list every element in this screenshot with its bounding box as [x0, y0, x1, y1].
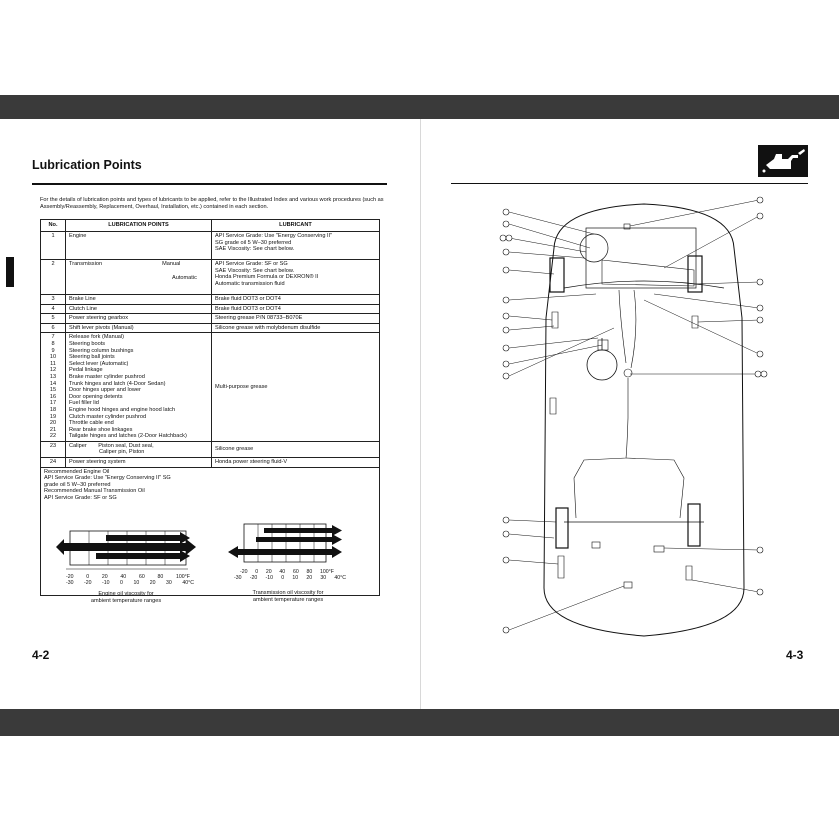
- tick-label: 40: [279, 569, 286, 575]
- tick-label: 30: [320, 575, 327, 581]
- lubricant-line: SG grade oil 5 W–30 preferred: [215, 239, 292, 246]
- page-fold: [420, 119, 421, 709]
- manual-label: Manual: [162, 261, 181, 267]
- engine-oil-line: API Service Grade: Use "Energy Conserving II" SG: [44, 475, 171, 482]
- transmission-label: Transmission: [69, 261, 103, 267]
- engine-oil-viscosity-chart: [56, 527, 196, 605]
- list-item: Engine hood hinges and engine hood latch: [69, 406, 176, 413]
- table-row: [41, 260, 380, 295]
- table-row: [41, 458, 380, 468]
- tick-label: 40: [120, 574, 127, 580]
- row-point: Brake Line: [66, 295, 212, 305]
- engine-oil-title: Recommended Engine Oil: [44, 468, 110, 475]
- row-number: 24: [41, 458, 66, 468]
- tick-label: 0: [281, 575, 285, 581]
- tick-label: 20: [265, 569, 272, 575]
- lubricant-line: Honda Premium Formula or DEXRON® II: [215, 274, 319, 281]
- engine-viscosity-graphic: [56, 527, 196, 575]
- row-point: Clutch Line: [66, 304, 212, 314]
- automatic-label: Automatic: [172, 274, 197, 281]
- table-row: [41, 441, 380, 457]
- row-point: Engine: [66, 232, 212, 260]
- row-lubricant: [212, 232, 380, 260]
- tick-label: 20: [101, 574, 108, 580]
- tick-label: -10: [265, 575, 273, 581]
- table-row: [41, 333, 380, 442]
- row-number: 23: [41, 441, 66, 457]
- page-title: Lubrication Points: [32, 158, 142, 172]
- oil-can-icon: [758, 145, 808, 177]
- header-rule: [451, 183, 808, 184]
- list-item: Steering column bushings: [69, 347, 134, 354]
- tick-label: -30: [234, 575, 242, 581]
- row-number: 4: [41, 304, 66, 314]
- tick-label: 40°C: [334, 575, 346, 581]
- list-item: Tailgate hinges and latches (2-Door Hatchback): [69, 433, 187, 440]
- item-number: 10: [49, 354, 57, 361]
- section-tab-marker: [6, 257, 14, 287]
- tick-label: -20: [249, 575, 258, 581]
- bottom-scan-band: [0, 709, 839, 736]
- lubricant-line: SAE Viscosity: See chart below.: [215, 246, 295, 253]
- row-lubricant: Silicone grease: [212, 441, 380, 457]
- tick-label: 20: [306, 575, 313, 581]
- list-item: Brake master cylinder pushrod: [69, 373, 145, 380]
- list-item: Release fork (Manual): [69, 334, 125, 341]
- tick-label: 0: [86, 574, 90, 580]
- item-number: 9: [51, 347, 55, 354]
- row-lubricant: Multi-purpose grease: [212, 333, 380, 442]
- item-number: 11: [50, 360, 56, 367]
- list-item: Door hinges upper and lower: [69, 387, 141, 394]
- lubricant-line: API Service Grade: Use "Energy Conserving II": [215, 233, 333, 239]
- top-scan-band: [0, 95, 839, 119]
- lubricant-line: API Service Grade: SF or SG: [215, 261, 288, 267]
- item-number: 20: [49, 420, 57, 427]
- list-item: Throttle cable end: [69, 420, 114, 427]
- row-number: 3: [41, 295, 66, 305]
- lubricant-line: Automatic transmission fluid: [215, 280, 285, 287]
- tick-label: 80: [306, 569, 313, 575]
- list-item: Pedal linkage: [69, 367, 103, 374]
- tick-label: 0: [255, 569, 259, 575]
- tick-label: 60: [138, 574, 145, 580]
- trans-oil-title: Recommended Manual Transmission Oil: [44, 488, 145, 495]
- engine-c-axis: [56, 580, 196, 586]
- tick-label: -20: [66, 574, 74, 580]
- row-point: [66, 441, 212, 457]
- row-lubricant: Brake fluid DOT3 or DOT4: [212, 295, 380, 305]
- tick-label: -30: [66, 580, 74, 586]
- row-number: 2: [41, 260, 66, 295]
- item-number: 7: [51, 334, 55, 341]
- recommended-engine-oil: [44, 469, 212, 489]
- row-number: 5: [41, 314, 66, 324]
- row-number: 6: [41, 323, 66, 333]
- table-row: [41, 232, 380, 260]
- title-rule: [32, 183, 387, 185]
- table-row: [41, 295, 380, 305]
- header-no: No.: [41, 220, 66, 232]
- table-row: [41, 304, 380, 314]
- list-item: Rear brake shoe linkages: [69, 426, 133, 433]
- list-item: Clutch master cylinder pushrod: [69, 413, 147, 420]
- row-lubricant: Silicone grease with molybdenum disulfide: [212, 323, 380, 333]
- item-number: 13: [49, 373, 57, 380]
- row-point: Power steering gearbox: [66, 314, 212, 324]
- intro-paragraph: For the details of lubrication points and types of lubricants to be applied, refer to the Illustrated Index and various work procedures (such as Assembly/Reassembly, Replacement, Overhaul, Installation, etc.) contained in each section.: [40, 197, 384, 211]
- caption-line: ambient temperature ranges: [90, 598, 162, 604]
- caliper-label: Caliper: [69, 442, 87, 449]
- row-lubricant: Steering grease P/N 08733–B070E: [212, 314, 380, 324]
- tick-label: -20: [240, 569, 248, 575]
- page-number-left: 4-2: [32, 648, 50, 662]
- header-lubricant: LUBRICANT: [212, 220, 380, 232]
- transmission-oil-viscosity-chart: [228, 522, 348, 604]
- item-number: 17: [49, 400, 57, 407]
- tick-label: 0: [120, 580, 123, 586]
- list-item: Fuel filler lid: [69, 400, 99, 407]
- tick-label: -20: [84, 580, 92, 586]
- tick-label: 100°F: [176, 574, 190, 580]
- caliper-parts-line: Caliper pin, Piston: [99, 449, 145, 456]
- tick-label: 40°C: [182, 580, 194, 586]
- table-row: [41, 323, 380, 333]
- list-item: Trunk hinges and latch (4-Door Sedan): [69, 380, 166, 387]
- tick-label: -10: [102, 580, 110, 586]
- list-item: Steering boots: [69, 340, 106, 347]
- tick-label: 100°F: [320, 569, 334, 575]
- item-number: 18: [49, 406, 57, 413]
- page-number-right: 4-3: [786, 648, 804, 662]
- item-number: 8: [51, 340, 55, 347]
- trans-c-axis: [228, 575, 348, 581]
- item-number: 12: [49, 367, 57, 374]
- row-point: Power steering system: [66, 458, 212, 468]
- list-item: Door opening detents: [69, 393, 123, 400]
- caption-line: Transmission oil viscosity for: [252, 590, 324, 596]
- caption-line: Engine oil viscosity for: [98, 591, 154, 597]
- trans-oil-line: API Service Grade: SF or SG: [44, 495, 117, 502]
- lubricant-line: SAE Viscosity: See chart below.: [215, 267, 295, 274]
- header-points: LUBRICATION POINTS: [66, 220, 212, 232]
- row-lubricant: Honda power steering fluid-V: [212, 458, 380, 468]
- item-number: 16: [49, 393, 57, 400]
- tick-label: 10: [133, 580, 140, 586]
- trans-chart-caption: [228, 590, 348, 604]
- row-number-list: [41, 333, 66, 442]
- row-lubricant: [212, 260, 380, 295]
- table-header-row: [41, 220, 380, 232]
- tick-label: 30: [166, 580, 172, 586]
- item-number: 14: [49, 380, 57, 387]
- tick-label: 20: [149, 580, 156, 586]
- row-point: Shift lever pivots (Manual): [66, 323, 212, 333]
- table-row: [41, 314, 380, 324]
- item-number: 19: [49, 413, 57, 420]
- list-item: Select lever (Automatic): [69, 360, 129, 367]
- row-number: 1: [41, 232, 66, 260]
- row-lubricant: Brake fluid DOT3 or DOT4: [212, 304, 380, 314]
- list-item: Steering ball joints: [69, 354, 115, 361]
- tick-label: 60: [292, 569, 299, 575]
- transmission-viscosity-graphic: [228, 522, 348, 566]
- item-number: 15: [49, 387, 57, 394]
- item-number: 22: [49, 433, 57, 440]
- tick-label: 80: [157, 574, 164, 580]
- caliper-parts-line: Piston seal, Dust seal,: [98, 442, 154, 449]
- recommended-transmission-oil: [44, 488, 212, 501]
- row-point-list: [66, 333, 212, 442]
- engine-chart-caption: [56, 591, 196, 605]
- engine-oil-line: grade oil 5 W–30 preferred: [44, 481, 111, 488]
- caption-line: ambient temperature ranges: [252, 597, 324, 603]
- car-lubrication-diagram: [494, 188, 774, 644]
- row-point: [66, 260, 212, 295]
- item-number: 21: [49, 426, 57, 433]
- tick-label: 10: [292, 575, 299, 581]
